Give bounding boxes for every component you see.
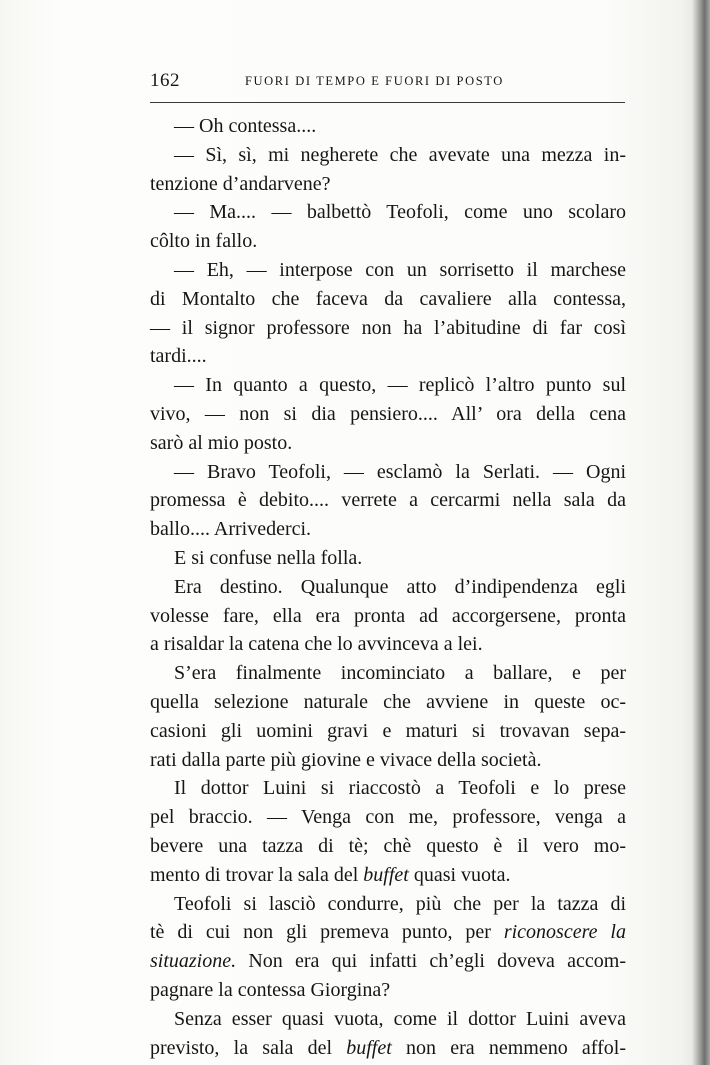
text-line: vivo, — non si dia pensiero.... All’ ora della cena (150, 402, 626, 425)
page-edge-shadow (692, 0, 710, 1065)
text-line: rati dalla parte più giovine e vivace della società. (150, 748, 542, 771)
text-line: a risaldar la catena che lo avvinceva a lei. (150, 633, 483, 656)
text-line (150, 918, 626, 947)
text-line: ballo.... Arrivederci. (150, 518, 312, 541)
text-line: volesse fare, ella era pronta ad accorgersene, pronta (150, 604, 626, 627)
italic-segment: buffet (363, 863, 409, 886)
text-line: pagnare la contessa Giorgina? (150, 978, 391, 1001)
text-line: tardi.... (150, 345, 207, 368)
text-line: quella selezione naturale che avviene in queste oc- (150, 690, 626, 713)
text-line: — Sì, sì, mi negherete che avevate una mezza in- (174, 143, 626, 166)
text-line (150, 1034, 626, 1063)
text-line: Senza esser quasi vuota, come il dottor Luini aveva (174, 1007, 626, 1030)
text-line: côlto in fallo. (150, 230, 258, 253)
text-line: — In quanto a questo, — replicò l’altro punto sul (174, 374, 626, 397)
italic-segment: buffet (346, 1036, 392, 1059)
italic-segment: riconoscere la (503, 921, 626, 944)
text-segment: non era nemmeno affol- (391, 1036, 626, 1059)
text-segment: quasi vuota. (408, 863, 511, 886)
text-line: Era destino. Qualunque atto d’indipendenza egli (174, 575, 626, 598)
text-line: — Oh contessa.... (174, 115, 317, 137)
page-number: 162 (150, 70, 180, 91)
text-line: — Ma.... — balbettò Teofoli, come uno scolaro (174, 201, 626, 224)
text-line: E si confuse nella folla. (174, 546, 363, 569)
body-text (150, 112, 626, 1062)
text-line: Il dottor Luini si riaccostò a Teofoli e lo prese (174, 777, 626, 800)
text-line: casioni gli uomini gravi e maturi si trovavan sepa- (150, 719, 626, 742)
text-segment: Non era qui infatti ch’egli doveva accom- (236, 950, 626, 973)
text-line: S’era finalmente incominciato a ballare, e per (174, 662, 626, 685)
text-line: — Eh, — interpose con un sorrisetto il marchese (174, 258, 626, 281)
text-line (150, 861, 626, 890)
text-line: di Montalto che faceva da cavaliere alla contessa, (150, 287, 626, 310)
text-segment: tè di cui non gli premeva punto, per (150, 921, 504, 944)
running-title: FUORI DI TEMPO E FUORI DI POSTO (245, 74, 504, 88)
text-line: sarò al mio posto. (150, 431, 293, 454)
text-line: promessa è debito.... verrete a cercarmi nella sala da (150, 489, 626, 512)
italic-segment: situazione. (150, 950, 237, 973)
text-line (150, 947, 626, 976)
text-line: — il signor professore non ha l’abitudine di far così (150, 316, 626, 339)
page-header (150, 70, 625, 94)
text-segment: previsto, la sala del (150, 1036, 347, 1059)
text-line: Teofoli si lasciò condurre, più che per la tazza di (174, 892, 626, 915)
text-segment: mento di trovar la sala del (150, 863, 364, 886)
header-rule (150, 102, 625, 103)
text-line: — Bravo Teofoli, — esclamò la Serlati. — Ogni (174, 460, 626, 483)
text-line: tenzione d’andarvene? (150, 172, 331, 195)
text-line: pel braccio. — Venga con me, professore, venga a (150, 806, 626, 829)
text-line: bevere una tazza di tè; chè questo è il vero mo- (150, 834, 626, 857)
